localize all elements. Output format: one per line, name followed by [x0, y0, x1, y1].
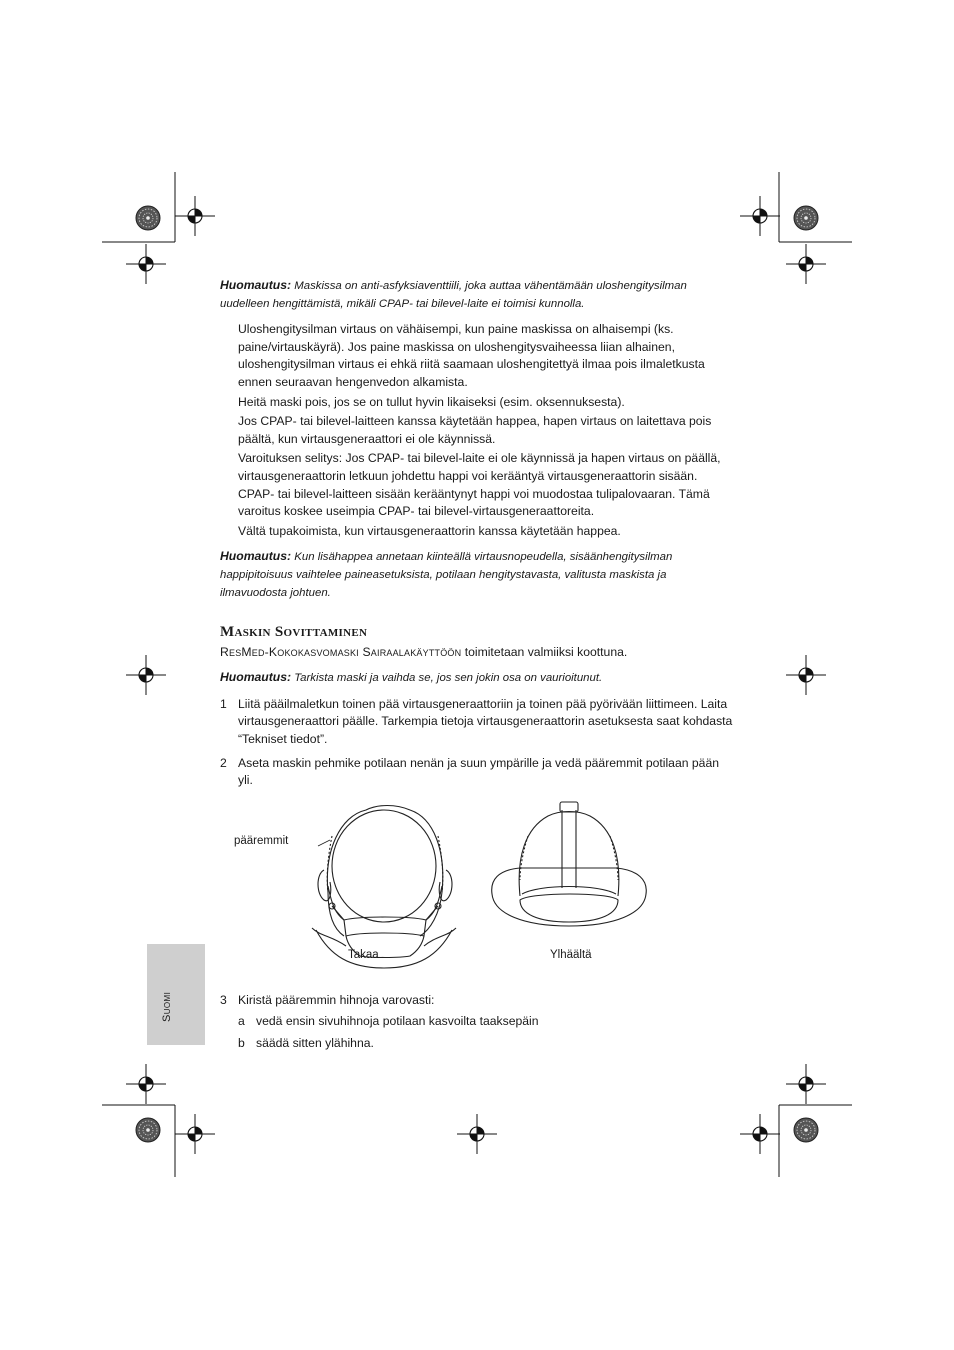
paragraph-exhalation-flow: Uloshengitysilman virtaus on vähäisempi, kun paine maskissa on alhaisempi (ks. paine/virtauskäyrä). Jos paine maskissa on uloshengitysvaiheessa liian alhainen, uloshengitysilman virtaus ei ehkä riitä saamaan uloshengitettyä ilmaa pois ilmaletkusta ennen seuraavan hengenvedon alkamista. [238, 322, 705, 389]
substep-letter: a [238, 1014, 245, 1029]
note-text: Tarkista maski ja vaihda se, jos sen jokin osa on vaurioitunut. [294, 672, 603, 685]
note-label: Huomautus: [220, 278, 292, 292]
step-1 [220, 696, 734, 749]
language-side-tab [147, 944, 205, 1045]
paragraph-warning-explanation: Varoituksen selitys: Jos CPAP- tai bilevel-laite ei ole käynnissä ja hapen virtaus on päällä, virtausgeneraattorin letkuun johdettu happi voi kerääntyä virtausgeneraattorin sisään. CPAP- tai bilevel-laitteen sisään kerääntynyt happi voi muodostaa tulipalovaaran. Tämä varoitus koskee useimpia CPAP- tai bilevel-virtausgeneraattoreita. [238, 451, 721, 519]
section-subtitle [220, 644, 734, 662]
step-text: Kiristä pääremmin hihnoja varovasti: [238, 992, 435, 1007]
note-text: Maskissa on anti-asfyksiaventtiili, joka auttaa vähentämään uloshengitysilman uudelleen hengittämistä, mikäli CPAP- tai bilevel-laite ei toimisi kunnolla. [220, 280, 687, 310]
back-view-head [312, 805, 456, 968]
step-text: Liitä pääilmaletkun toinen pää virtausgeneraattoriin ja toinen pää pyörivään liittimeen. Laita virtausgeneraattori päälle. Tarkempia tietoja virtausgeneraattorin asetuksesta saat kohdasta “Tekniset tiedot”. [238, 696, 733, 747]
note-text: Kun lisähappea annetaan kiinteällä virtausnopeudella, sisäänhengitysilman happipitoisuus vaihtelee paineasetuksista, potilaan hengitystavasta, valitusta maskista ja ilmavuodosta johtuen. [220, 551, 673, 599]
section-heading: Maskin Sovittaminen [220, 624, 368, 641]
headgear-illustration [220, 796, 734, 986]
intro-note [220, 277, 734, 313]
oxygen-note [220, 548, 734, 602]
step-text: Aseta maskin pehmike potilaan nenän ja suun ympärille ja vedä pääremmit potilaan pään yli. [238, 755, 720, 788]
caption-top-view: Ylhäältä [550, 948, 592, 961]
product-name: ResMed-Kokokasvomaski Sairaalakäyttöön [220, 644, 462, 659]
fit-note [220, 669, 734, 688]
callout-line [318, 840, 330, 846]
substep-a [238, 1013, 734, 1031]
step-2 [220, 755, 734, 790]
page-content [220, 277, 734, 1057]
headgear-figure [220, 796, 734, 986]
note-label: Huomautus: [220, 549, 292, 564]
substep-letter: b [238, 1036, 245, 1051]
language-label: Suomi [161, 991, 173, 1022]
callout-headgear-label: pääremmit [234, 834, 289, 847]
step-3 [220, 992, 734, 1010]
note-label: Huomautus: [220, 670, 292, 685]
paragraph-no-smoking: Vältä tupakoimista, kun virtausgeneraattorin kanssa käytetään happea. [238, 523, 621, 538]
substep-text: säädä sitten ylähihna. [256, 1036, 374, 1051]
substep-b [238, 1035, 734, 1053]
caption-back-view: Takaa [348, 948, 379, 961]
subtitle-rest: toimitetaan valmiiksi koottuna. [461, 644, 628, 659]
substep-text: vedä ensin sivuhihnoja potilaan kasvoilta taaksepäin [256, 1014, 539, 1029]
step-number: 3 [220, 992, 227, 1007]
step-number: 1 [220, 696, 227, 711]
top-view-head [492, 802, 647, 926]
paragraph-discard-mask: Heitä maski pois, jos se on tullut hyvin likaiseksi (esim. oksennuksesta). [238, 394, 625, 409]
step-number: 2 [220, 755, 227, 770]
paragraph-oxygen-off: Jos CPAP- tai bilevel-laitteen kanssa käytetään happea, hapen virtaus on laitettava pois päältä, kun virtausgeneraattori ei ole käynnissä. [238, 414, 712, 446]
